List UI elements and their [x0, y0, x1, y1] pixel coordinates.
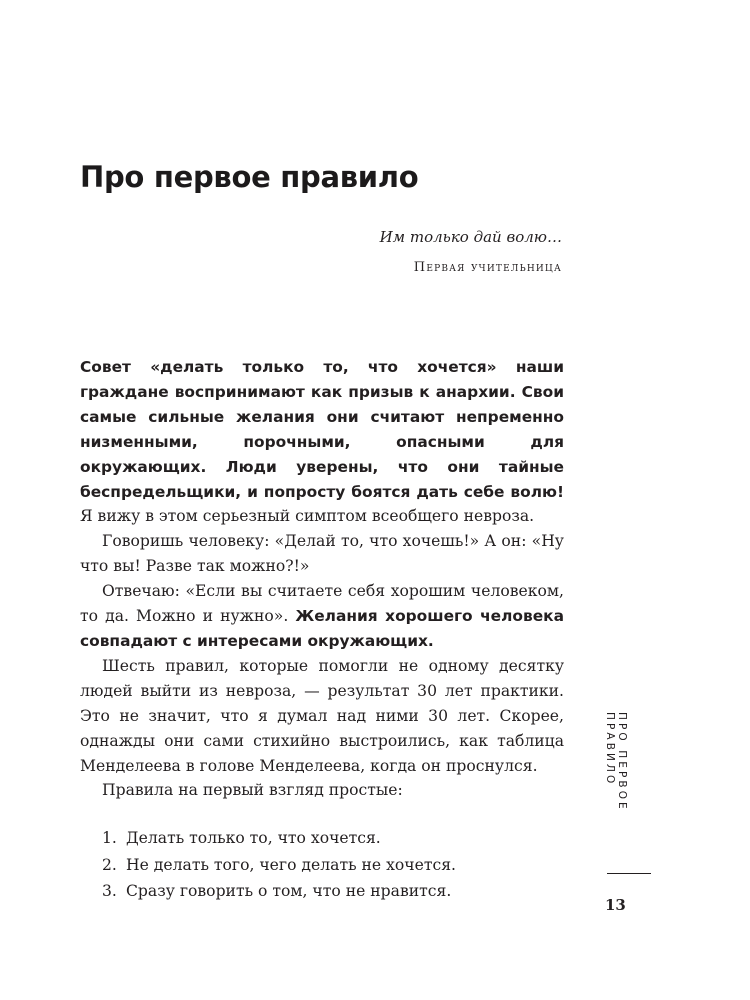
paragraph-intro-bold: Совет «делать только то, что хочется» наши граждане воспринимают как призыв к анархии. Свои самые сильные желания они считают непременно низменными, порочными, опасными для окружающих. Люди уверены, что они тайные беспредельщики, и попросту боятся дать себе волю! [80, 358, 564, 501]
list-item-text: Не делать того, чего делать не хочется. [126, 855, 456, 874]
paragraph-answer-regular: Отвечаю: «Если вы считаете себя хорошим человеком, то да. Можно и нужно». [80, 582, 564, 626]
page-number: 13 [605, 896, 626, 914]
list-item-number: 2. [102, 855, 117, 874]
list-item [102, 852, 564, 879]
paragraph-answer [80, 579, 564, 654]
paragraph-dialogue: Говоришь человеку: «Делай то, что хочешь!» А он: «Ну что вы! Разве так можно?!» [80, 532, 564, 576]
list-item [102, 825, 564, 852]
list-item-number: 1. [102, 829, 117, 848]
paragraph-six-rules: Шесть правил, которые помогли не одному десятку людей выйти из невроза, — результат 30 лет практики. Это не значит, что я думал над ними 30 лет. Скорее, однажды они сами стихийно выстроились, как таблица Менделеева в голове Менделеева, когда он проснулся. [80, 656, 564, 775]
running-head: ПРО ПЕРВОЕ ПРАВИЛО [604, 712, 628, 812]
list-item [102, 878, 564, 905]
paragraph-intro [80, 355, 564, 529]
paragraph-intro-regular: Я вижу в этом серьезный симптом всеобщего невроза. [80, 507, 535, 526]
list-item-text: Сразу говорить о том, что не нравится. [126, 882, 452, 901]
list-item-number: 3. [102, 882, 117, 901]
paragraph-answer-bold: Желания хорошего человека совпадают с интересами окружающих. [80, 607, 564, 650]
list-item-text: Делать только то, что хочется. [126, 829, 381, 848]
chapter-title: Про первое правило [80, 160, 419, 194]
epigraph-author: Первая учительница [413, 260, 562, 275]
body-text [80, 355, 564, 905]
epigraph [380, 228, 562, 275]
rules-list [80, 825, 564, 905]
folio-divider [607, 873, 651, 874]
paragraph-rules-intro: Правила на первый взгляд простые: [102, 781, 403, 800]
epigraph-quote: Им только дай волю… [379, 228, 562, 246]
